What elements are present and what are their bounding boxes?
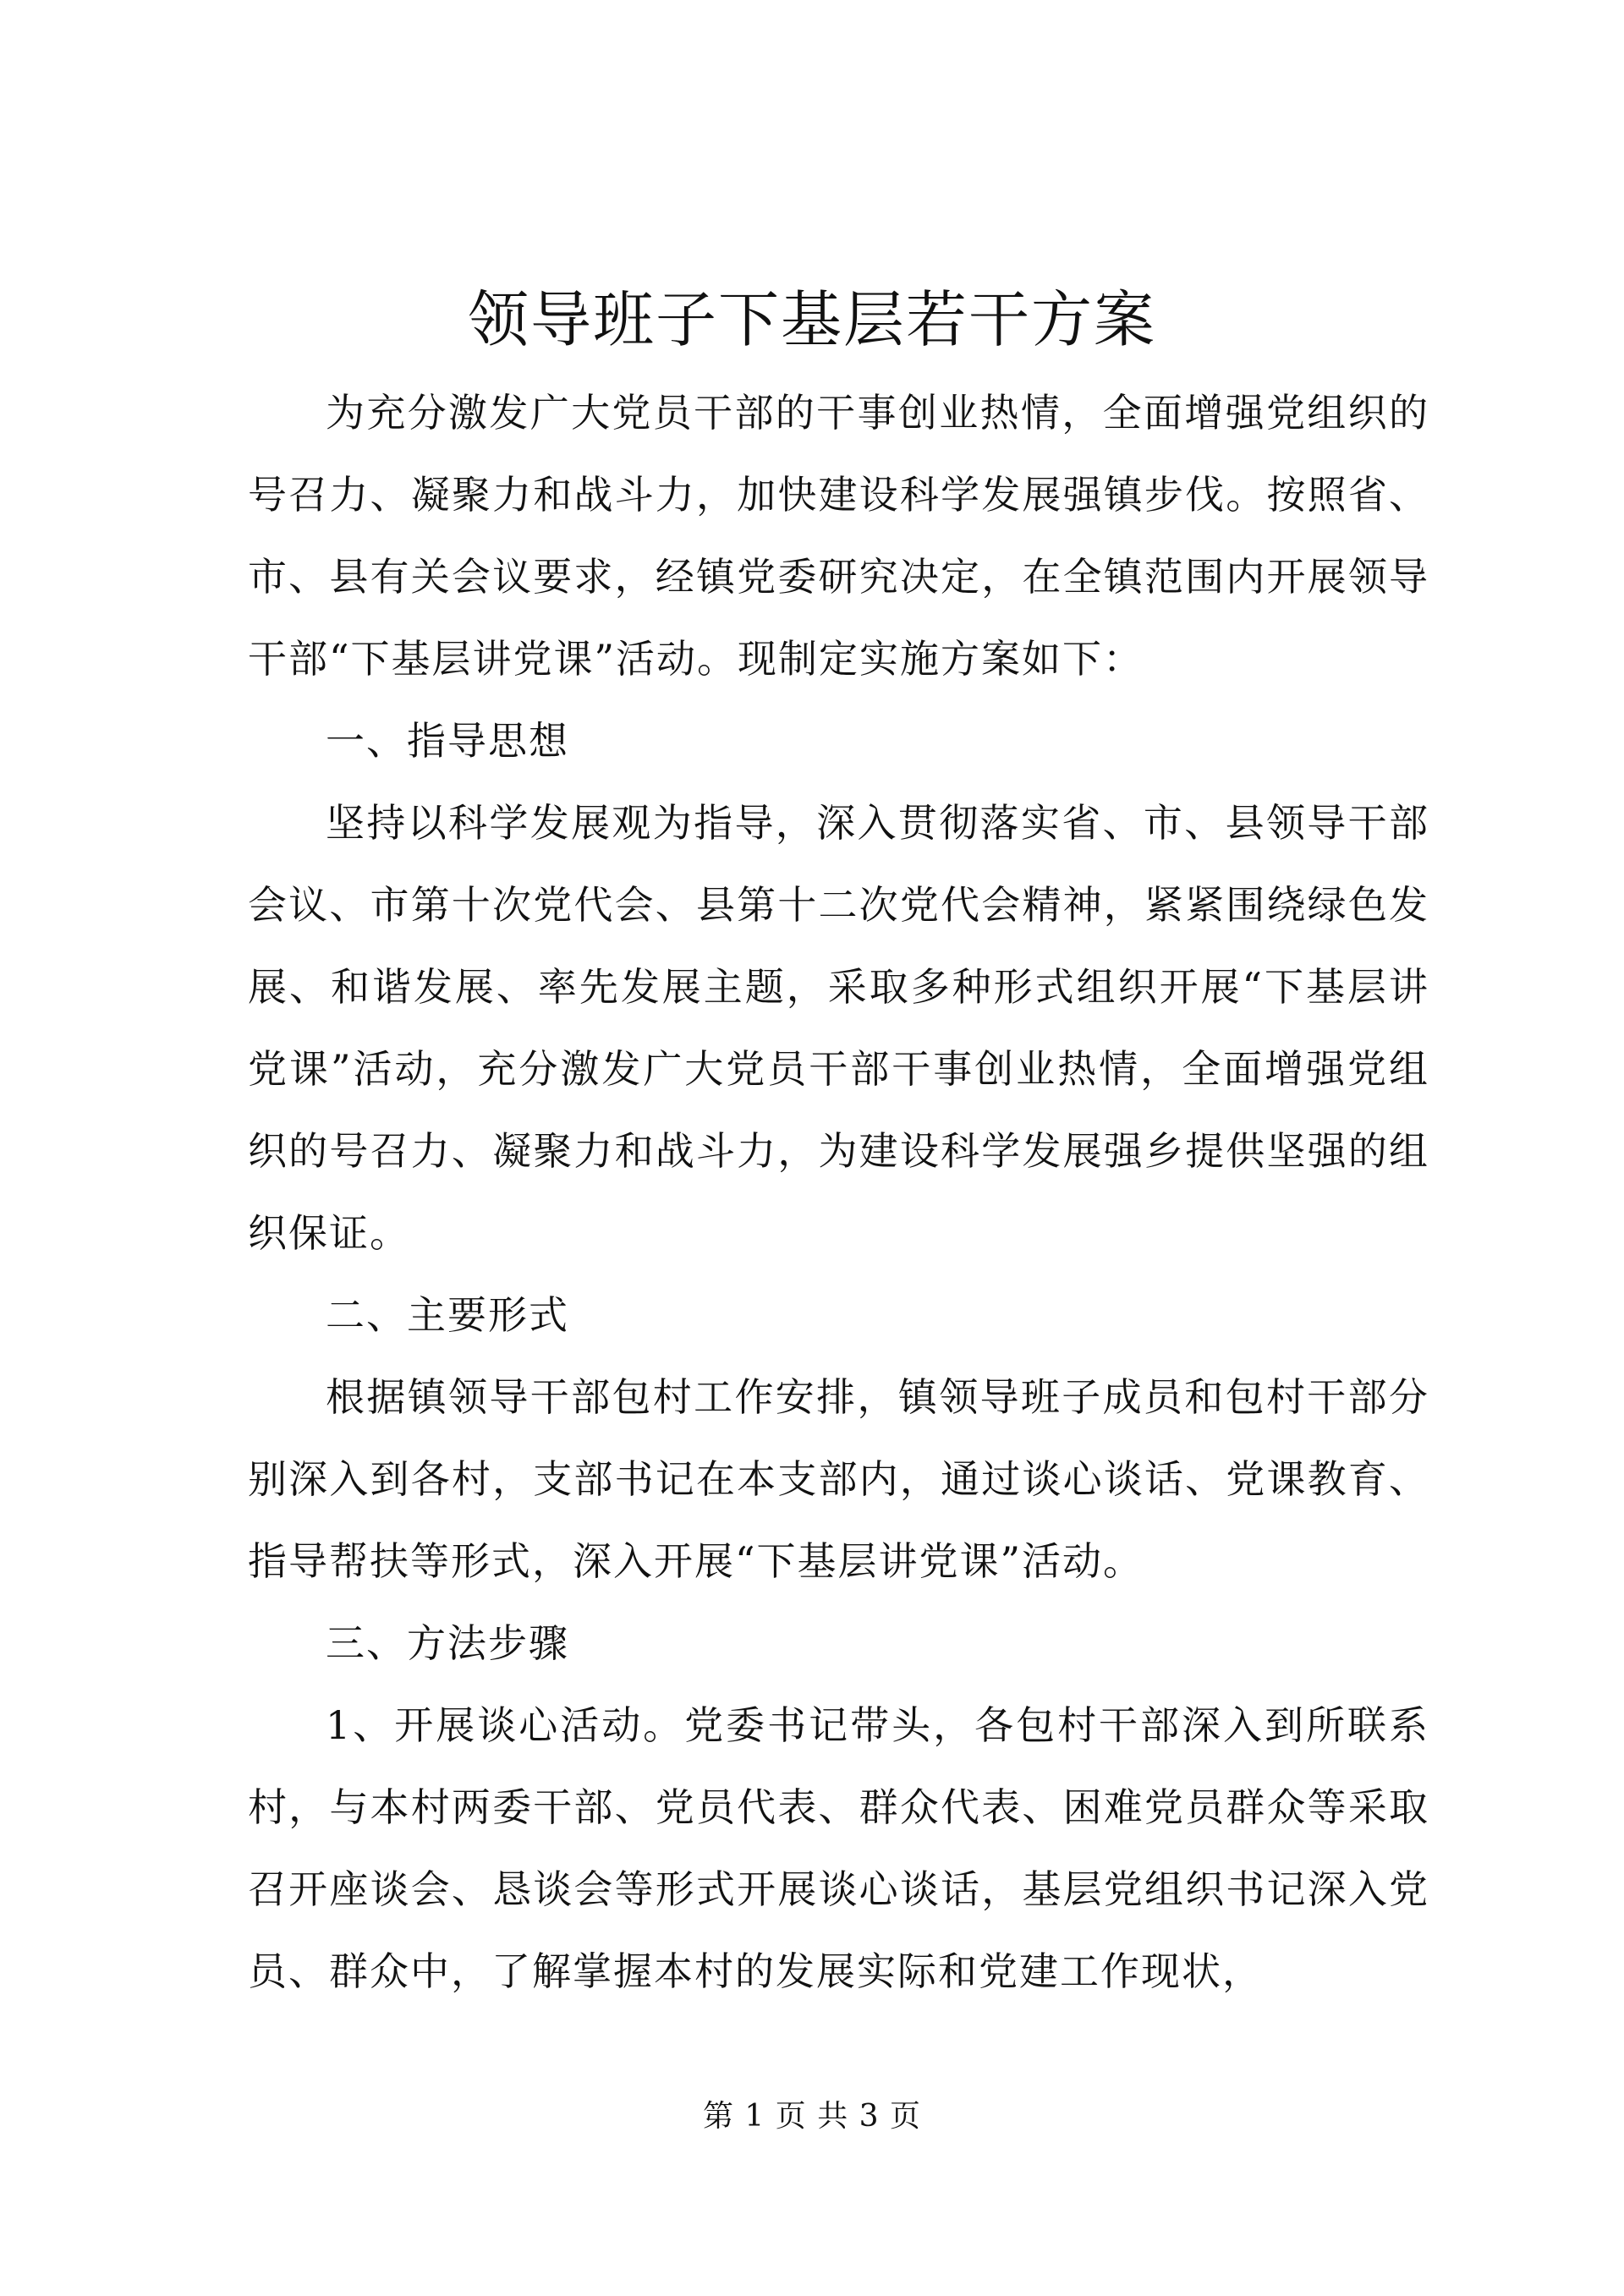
page-indicator: 第 1 页 共 3 页 (702, 2099, 922, 2134)
method-step-1-paragraph: 1、开展谈心活动。党委书记带头，各包村干部深入到所联系村，与本村两委干部、党员代表、群众代表、困难党员群众等采取召开座谈会、恳谈会等形式开展谈心谈话，基层党组织书记深入党员、群众中，了解掌握本村的发展实际和党建工作现状， (248, 1702, 1429, 1994)
section-heading-guiding-ideology: 一、指导思想 (326, 718, 569, 764)
document-body (248, 372, 1429, 2013)
document-title: 领导班子下基层若干方案 (467, 284, 1156, 355)
intro-paragraph: 为充分激发广大党员干部的干事创业热情，全面增强党组织的号召力、凝聚力和战斗力，加快建设科学发展强镇步伐。按照省、市、县有关会议要求，经镇党委研究决定，在全镇范围内开展领导干部“下基层讲党课”活动。现制定实施方案如下： (248, 390, 1429, 682)
guiding-ideology-paragraph: 坚持以科学发展观为指导，深入贯彻落实省、市、县领导干部会议、市第十次党代会、县第十二次党代会精神，紧紧围绕绿色发展、和谐发展、率先发展主题，采取多种形式组织开展“下基层讲党课”活动，充分激发广大党员干部干事创业热情，全面增强党组织的号召力、凝聚力和战斗力，为建设科学发展强乡提供坚强的组织保证。 (248, 800, 1429, 1256)
main-forms-paragraph: 根据镇领导干部包村工作安排，镇领导班子成员和包村干部分别深入到各村，支部书记在本支部内，通过谈心谈话、党课教育、指导帮扶等形式，深入开展“下基层讲党课”活动。 (248, 1374, 1429, 1584)
section-heading-main-forms: 二、主要形式 (326, 1292, 569, 1338)
section-heading-method-steps: 三、方法步骤 (326, 1620, 569, 1666)
